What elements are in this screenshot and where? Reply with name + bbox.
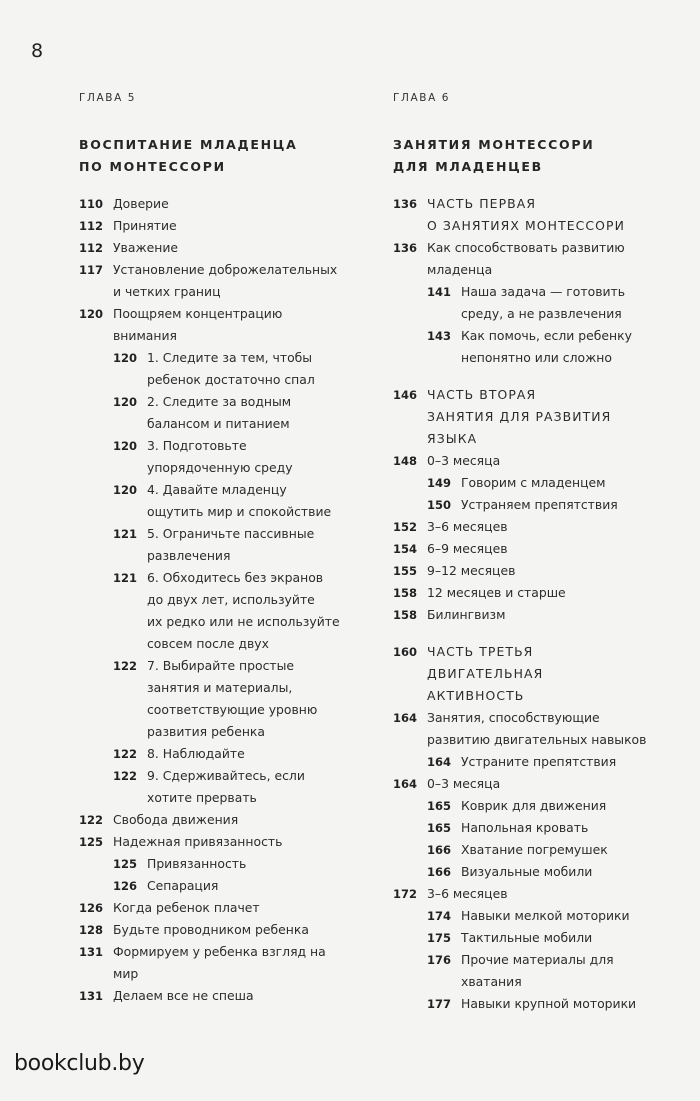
toc-entry	[393, 883, 693, 905]
toc-entry	[393, 773, 693, 795]
toc-page-number: 122	[113, 747, 138, 761]
toc-entry-text	[461, 795, 693, 817]
toc-entry-line: занятия и материалы,	[147, 680, 293, 695]
toc-subentry	[79, 347, 379, 391]
toc-entry-line: Тактильные мобили	[461, 930, 593, 945]
toc-entry-line: Когда ребенок плачет	[113, 900, 260, 915]
toc-page-number: 120	[113, 439, 138, 453]
toc-page-number: 122	[79, 813, 104, 827]
toc-subentry	[79, 435, 379, 479]
toc-subentry	[393, 325, 693, 369]
toc-subentry	[79, 391, 379, 435]
toc-entry-line: Доверие	[113, 196, 169, 211]
toc-page-number: 164	[393, 711, 418, 725]
chapter-title-line: ПО МОНТЕССОРИ	[79, 159, 226, 174]
toc-entry	[393, 582, 693, 604]
toc-page-number: 120	[113, 395, 138, 409]
toc-page-number: 155	[393, 564, 418, 578]
toc-entry-text	[461, 839, 693, 861]
toc-entry-text	[147, 391, 379, 435]
toc-page-number: 166	[427, 843, 452, 857]
toc-entry-line: Хватание погремушек	[461, 842, 608, 857]
toc-entry-line: 0–3 месяца	[427, 776, 501, 791]
toc-entry-line: Устраняем препятствия	[461, 497, 618, 512]
toc-entry-line: Билингвизм	[427, 607, 506, 622]
toc-page-number: 158	[393, 586, 418, 600]
toc-entry-line: среду, а не развлечения	[461, 306, 622, 321]
toc-entry-text	[427, 707, 693, 751]
toc-page-number: 143	[427, 329, 452, 343]
toc-page-number: 112	[79, 241, 104, 255]
toc-page-number: 165	[427, 799, 452, 813]
chapter-label: ГЛАВА 6	[393, 92, 451, 104]
toc-entry-line: Навыки мелкой моторики	[461, 908, 630, 923]
toc-entry	[79, 897, 379, 919]
toc-entry-text	[147, 479, 379, 523]
chapter-title-line: ДЛЯ МЛАДЕНЦЕВ	[393, 159, 543, 174]
toc-entry-text	[147, 435, 379, 479]
toc-entry	[393, 516, 693, 538]
toc-column-chapter-5	[79, 92, 379, 1007]
toc-page-number: 131	[79, 945, 104, 959]
toc-entry-line: Как помочь, если ребенку	[461, 328, 632, 343]
toc-entry-line: Занятия, способствующие	[427, 710, 600, 725]
toc-entry-line: до двух лет, используйте	[147, 592, 315, 607]
toc-entry-text	[147, 765, 379, 809]
toc-entry	[79, 259, 379, 303]
toc-page-number: 174	[427, 909, 452, 923]
toc-page-number: 164	[393, 777, 418, 791]
chapter-title-line: ВОСПИТАНИЕ МЛАДЕНЦА	[79, 137, 298, 152]
toc-entry-line: совсем после двух	[147, 636, 269, 651]
toc-entry-line: Навыки крупной моторики	[461, 996, 637, 1011]
toc-page-number: 120	[79, 307, 104, 321]
chapter-title	[393, 134, 693, 178]
toc-page-number: 165	[427, 821, 452, 835]
toc-entry-line: 1. Следите за тем, чтобы	[147, 350, 313, 365]
toc-entry-line: Поощряем концентрацию	[113, 306, 283, 321]
toc-entry-text	[113, 985, 379, 1007]
chapter-title	[79, 134, 379, 178]
toc-entry-line: развитию двигательных навыков	[427, 732, 647, 747]
toc-entry-text	[113, 897, 379, 919]
toc-entry	[79, 831, 379, 853]
toc-page-number: 131	[79, 989, 104, 1003]
toc-entry-text	[113, 259, 379, 303]
toc-page-number: 158	[393, 608, 418, 622]
toc-entry-text	[461, 861, 693, 883]
toc-entry-line: 9–12 месяцев	[427, 563, 516, 578]
toc-page-number: 175	[427, 931, 452, 945]
toc-entry-line: Свобода движения	[113, 812, 239, 827]
toc-entry-text	[461, 993, 693, 1015]
toc-part-heading	[393, 641, 693, 707]
toc-entry	[79, 919, 379, 941]
toc-entry	[79, 215, 379, 237]
toc-entry	[79, 941, 379, 985]
toc-entry-text	[113, 919, 379, 941]
toc-entry-text	[427, 560, 693, 582]
toc-page-number: 125	[113, 857, 138, 871]
toc-entry-line: соответствующие уровню	[147, 702, 318, 717]
toc-entry-line: 3–6 месяцев	[427, 886, 508, 901]
toc-entry-line: 3. Подготовьте	[147, 438, 247, 453]
toc-entry-line: непонятно или сложно	[461, 350, 612, 365]
toc-column-chapter-6	[393, 92, 693, 1015]
toc-entry-line: развития ребенка	[147, 724, 265, 739]
toc-subentry	[79, 479, 379, 523]
toc-entry-line: младенца	[427, 262, 493, 277]
toc-page-number: 152	[393, 520, 418, 534]
toc-entry-line: Прочие материалы для	[461, 952, 614, 967]
toc-subentry	[79, 523, 379, 567]
toc-entry-line: ребенок достаточно спал	[147, 372, 315, 387]
toc-entry-line: 7. Выбирайте простые	[147, 658, 295, 673]
toc-entry-text	[427, 538, 693, 560]
toc-entry-line: 3–6 месяцев	[427, 519, 508, 534]
toc-entry-line: Делаем все не спеша	[113, 988, 254, 1003]
toc-entry-line: 6. Обходитесь без экранов	[147, 570, 324, 585]
toc-subentry	[393, 993, 693, 1015]
toc-page-number: 136	[393, 197, 418, 211]
toc-entry-text	[113, 215, 379, 237]
toc-entry-line: 0–3 месяца	[427, 453, 501, 468]
toc-entry-line: Установление доброжелательных	[113, 262, 338, 277]
toc-entry-text	[427, 384, 693, 450]
toc-entry-text	[461, 751, 693, 773]
toc-page-number: 164	[427, 755, 452, 769]
toc-entry-line: Будьте проводником ребенка	[113, 922, 309, 937]
toc-entry-text	[113, 941, 379, 985]
toc-entry-line: их редко или не используйте	[147, 614, 340, 629]
toc-entry-line: упорядоченную среду	[147, 460, 293, 475]
toc-entry-text	[461, 494, 693, 516]
toc-entry-line: Формируем у ребенка взгляд на	[113, 944, 326, 959]
toc-entry-line: Наша задача — готовить	[461, 284, 626, 299]
toc-entry-line: Как способствовать развитию	[427, 240, 625, 255]
toc-entry-line: Уважение	[113, 240, 179, 255]
toc-page-number: 177	[427, 997, 452, 1011]
toc-entry-line: Коврик для движения	[461, 798, 607, 813]
toc-entry-text	[147, 655, 379, 743]
toc-page-number: 117	[79, 263, 104, 277]
toc-entry-line: 12 месяцев и старше	[427, 585, 566, 600]
toc-subentry	[393, 839, 693, 861]
toc-entry-line: Напольная кровать	[461, 820, 589, 835]
toc-part-heading	[393, 384, 693, 450]
toc-page-number: 172	[393, 887, 418, 901]
toc-entry-text	[113, 831, 379, 853]
toc-entry-line: АКТИВНОСТЬ	[427, 688, 525, 703]
toc-entry	[393, 560, 693, 582]
toc-page-number: 136	[393, 241, 418, 255]
toc-page-number: 166	[427, 865, 452, 879]
toc-page-number: 150	[427, 498, 452, 512]
toc-entry-line: 6–9 месяцев	[427, 541, 508, 556]
toc-entry	[79, 985, 379, 1007]
toc-entry	[393, 604, 693, 626]
chapter-label: ГЛАВА 5	[79, 92, 137, 104]
toc-subentry	[79, 853, 379, 875]
toc-entry-line: балансом и питанием	[147, 416, 290, 431]
toc-entry-line: Сепарация	[147, 878, 219, 893]
toc-entry-line: хватания	[461, 974, 522, 989]
toc-page-number: 120	[113, 351, 138, 365]
toc-subentry	[393, 817, 693, 839]
toc-entry-text	[147, 523, 379, 567]
toc-entry-line: 4. Давайте младенцу	[147, 482, 287, 497]
toc-entry-line: и четких границ	[113, 284, 221, 299]
toc-entry-line: ощутить мир и спокойствие	[147, 504, 332, 519]
toc-entry-text	[113, 303, 379, 347]
toc-page-number: 141	[427, 285, 452, 299]
toc-entry-text	[461, 472, 693, 494]
toc-part-heading	[393, 193, 693, 237]
toc-entry-line: 2. Следите за водным	[147, 394, 292, 409]
toc-entry-line: Говорим с младенцем	[461, 475, 606, 490]
toc-entry	[393, 707, 693, 751]
toc-subentry	[393, 281, 693, 325]
toc-entry-text	[461, 817, 693, 839]
toc-entry-line: Визуальные мобили	[461, 864, 593, 879]
toc-subentry	[79, 655, 379, 743]
toc-page-number: 122	[113, 659, 138, 673]
toc-page-number: 121	[113, 527, 138, 541]
toc-page-number: 176	[427, 953, 452, 967]
toc-page-number: 154	[393, 542, 418, 556]
toc-entry-line: ЯЗЫКА	[427, 431, 478, 446]
toc-entry-text	[427, 237, 693, 281]
toc-entries	[79, 193, 379, 1007]
toc-entry-line: ЗАНЯТИЯ ДЛЯ РАЗВИТИЯ	[427, 409, 612, 424]
watermark: bookclub.by	[14, 1051, 145, 1076]
toc-page-number: 128	[79, 923, 104, 937]
toc-entry-line: 5. Ограничьте пассивные	[147, 526, 315, 541]
toc-entry-line: Принятие	[113, 218, 177, 233]
toc-entry-text	[427, 604, 693, 626]
toc-entry-text	[113, 193, 379, 215]
toc-entry-text	[427, 193, 693, 237]
toc-entry-text	[147, 347, 379, 391]
toc-page-number: 146	[393, 388, 418, 402]
toc-subentry	[393, 949, 693, 993]
toc-subentry	[393, 494, 693, 516]
toc-entry-text	[461, 325, 693, 369]
toc-entry-text	[147, 567, 379, 655]
toc-entry-line: Привязанность	[147, 856, 247, 871]
toc-subentry	[393, 861, 693, 883]
toc-entry-text	[461, 949, 693, 993]
toc-entry-line: развлечения	[147, 548, 231, 563]
toc-page-number: 148	[393, 454, 418, 468]
toc-entry-line: мир	[113, 966, 139, 981]
toc-entry-text	[113, 237, 379, 259]
toc-entry-text	[427, 773, 693, 795]
toc-entry-line: ДВИГАТЕЛЬНАЯ	[427, 666, 544, 681]
toc-entry-line: 9. Сдерживайтесь, если	[147, 768, 305, 783]
toc-entry	[393, 450, 693, 472]
toc-entry-line: Устраните препятствия	[461, 754, 617, 769]
toc-entry-text	[147, 875, 379, 897]
toc-entry-text	[427, 883, 693, 905]
toc-subentry	[393, 927, 693, 949]
toc-entry-line: ЧАСТЬ ПЕРВАЯ	[427, 196, 537, 211]
toc-entry-line: О ЗАНЯТИЯХ МОНТЕССОРИ	[427, 218, 625, 233]
toc-subentry	[393, 795, 693, 817]
toc-subentry	[79, 765, 379, 809]
toc-subentry	[79, 875, 379, 897]
toc-subentry	[393, 905, 693, 927]
toc-entry-text	[427, 516, 693, 538]
toc-page-number: 126	[113, 879, 138, 893]
toc-entry-line: 8. Наблюдайте	[147, 746, 245, 761]
toc-entry-text	[461, 905, 693, 927]
toc-entries	[393, 193, 693, 1015]
toc-entry	[393, 538, 693, 560]
toc-entry	[79, 303, 379, 347]
toc-entry-text	[461, 927, 693, 949]
toc-page-number: 122	[113, 769, 138, 783]
toc-subentry	[79, 743, 379, 765]
toc-entry-line: хотите прервать	[147, 790, 257, 805]
toc-page-number: 125	[79, 835, 104, 849]
toc-entry-line: ЧАСТЬ ТРЕТЬЯ	[427, 644, 534, 659]
toc-entry-text	[113, 809, 379, 831]
toc-subentry	[393, 751, 693, 773]
toc-entry	[79, 809, 379, 831]
toc-subentry	[79, 567, 379, 655]
toc-entry-line: внимания	[113, 328, 178, 343]
toc-page-number: 121	[113, 571, 138, 585]
toc-page-number: 112	[79, 219, 104, 233]
toc-entry-text	[427, 582, 693, 604]
toc-entry-line: Надежная привязанность	[113, 834, 283, 849]
toc-entry-line: ЧАСТЬ ВТОРАЯ	[427, 387, 537, 402]
toc-page-number: 149	[427, 476, 452, 490]
toc-page-number: 110	[79, 197, 104, 211]
toc-entry-text	[427, 641, 693, 707]
toc-entry	[79, 237, 379, 259]
toc-page-number: 126	[79, 901, 104, 915]
toc-page-number: 120	[113, 483, 138, 497]
toc-entry	[79, 193, 379, 215]
toc-entry-text	[147, 853, 379, 875]
toc-entry	[393, 237, 693, 281]
toc-page-number: 160	[393, 645, 418, 659]
chapter-title-line: ЗАНЯТИЯ МОНТЕССОРИ	[393, 137, 595, 152]
page-number: 8	[31, 40, 44, 62]
toc-subentry	[393, 472, 693, 494]
toc-entry-text	[427, 450, 693, 472]
toc-entry-text	[147, 743, 379, 765]
toc-entry-text	[461, 281, 693, 325]
